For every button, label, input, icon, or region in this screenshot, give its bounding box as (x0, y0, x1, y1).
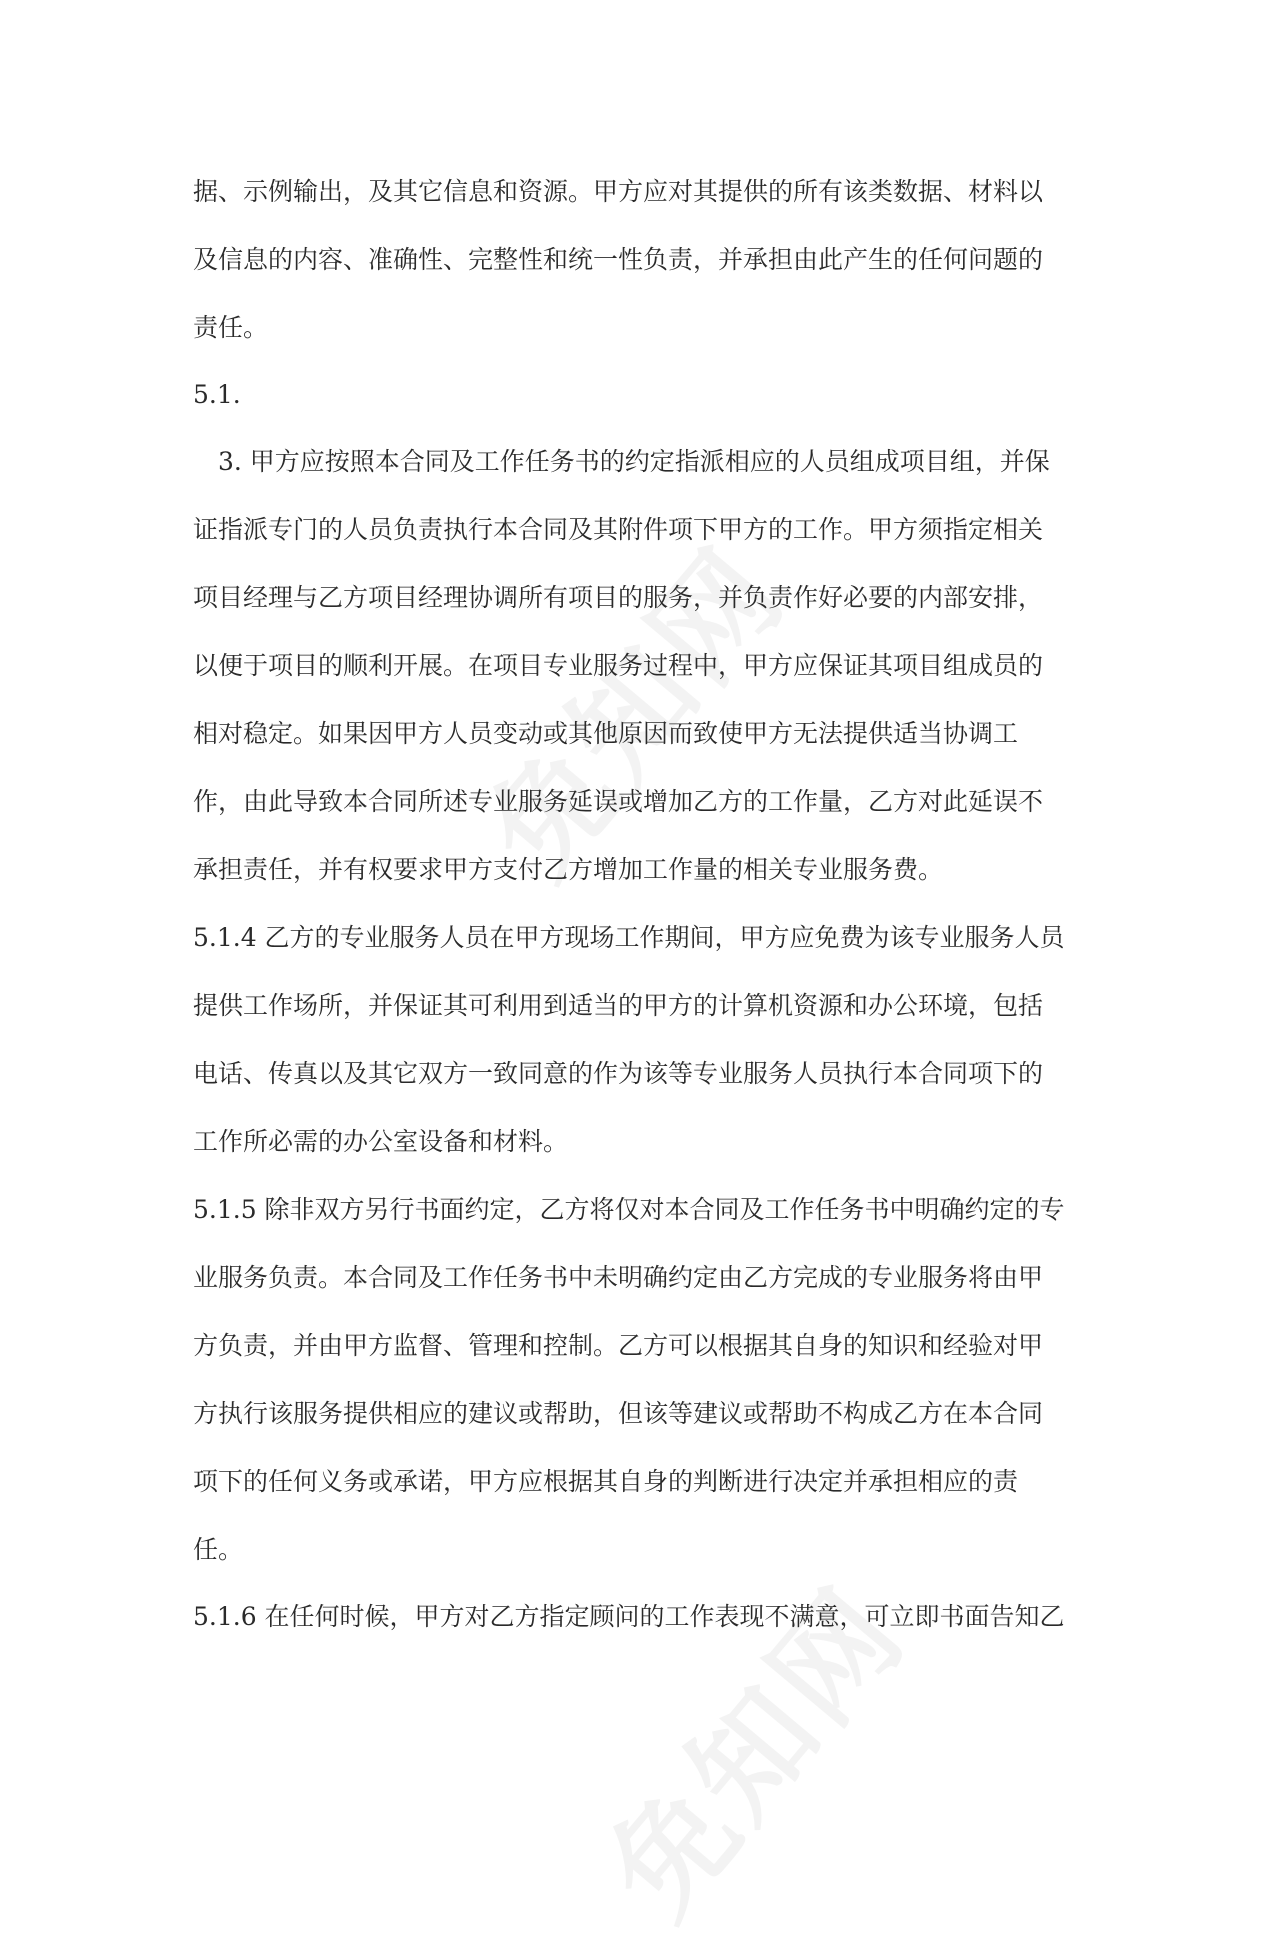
text-line: 证指派专门的人员负责执行本合同及其附件项下甲方的工作。甲方须指定相关 (193, 515, 1044, 544)
paragraph-clause-5-1-6 (193, 1583, 1093, 1651)
text-line: 5.1.4 乙方的专业服务人员在甲方现场工作期间，甲方应免费为该专业服务人员 (193, 923, 1065, 952)
paragraph-clause-5-1-5 (193, 1176, 1093, 1584)
text-line: 承担责任，并有权要求甲方支付乙方增加工作量的相关专业服务费。 (193, 855, 944, 884)
text-line: 责任。 (193, 313, 269, 342)
text-line: 相对稳定。如果因甲方人员变动或其他原因而致使甲方无法提供适当协调工 (193, 719, 1019, 748)
text-line: 5.1.5 除非双方另行书面约定，乙方将仅对本合同及工作任务书中明确约定的专 (193, 1195, 1065, 1224)
paragraph-clause-3 (193, 428, 1093, 904)
text-line: 方执行该服务提供相应的建议或帮助，但该等建议或帮助不构成乙方在本合同 (193, 1399, 1044, 1428)
text-line: 电话、传真以及其它双方一致同意的作为该等专业服务人员执行本合同项下的 (193, 1059, 1044, 1088)
text-line: 据、示例输出，及其它信息和资源。甲方应对其提供的所有该类数据、材料以 (193, 177, 1044, 206)
text-line: 提供工作场所，并保证其可利用到适当的甲方的计算机资源和办公环境，包括 (193, 991, 1044, 1020)
text-line: 及信息的内容、准确性、完整性和统一性负责，并承担由此产生的任何问题的 (193, 245, 1044, 274)
text-line: 5.1. (193, 380, 241, 409)
text-line: 作，由此导致本合同所述专业服务延误或增加乙方的工作量，乙方对此延误不 (193, 787, 1044, 816)
text-line: 以便于项目的顺利开展。在项目专业服务过程中，甲方应保证其项目组成员的 (193, 651, 1044, 680)
text-line: 项目经理与乙方项目经理协调所有项目的服务，并负责作好必要的内部安排， (193, 583, 1044, 612)
text-line: 工作所必需的办公室设备和材料。 (193, 1127, 569, 1156)
text-line: 项下的任何义务或承诺，甲方应根据其自身的判断进行决定并承担相应的责 (193, 1467, 1019, 1496)
section-heading-5-1 (193, 361, 1093, 429)
text-line: 业服务负责。本合同及工作任务书中未明确约定由乙方完成的专业服务将由甲 (193, 1263, 1044, 1292)
paragraph-clause-5-1-4 (193, 904, 1093, 1176)
text-line: 5.1.6 在任何时候，甲方对乙方指定顾问的工作表现不满意，可立即书面告知乙 (193, 1602, 1065, 1631)
text-line: 3. 甲方应按照本合同及工作任务书的约定指派相应的人员组成项目组，并保 (193, 447, 1050, 476)
text-line: 方负责，并由甲方监督、管理和控制。乙方可以根据其自身的知识和经验对甲 (193, 1331, 1044, 1360)
text-line: 任。 (193, 1535, 244, 1564)
paragraph-continuation (193, 158, 1093, 362)
